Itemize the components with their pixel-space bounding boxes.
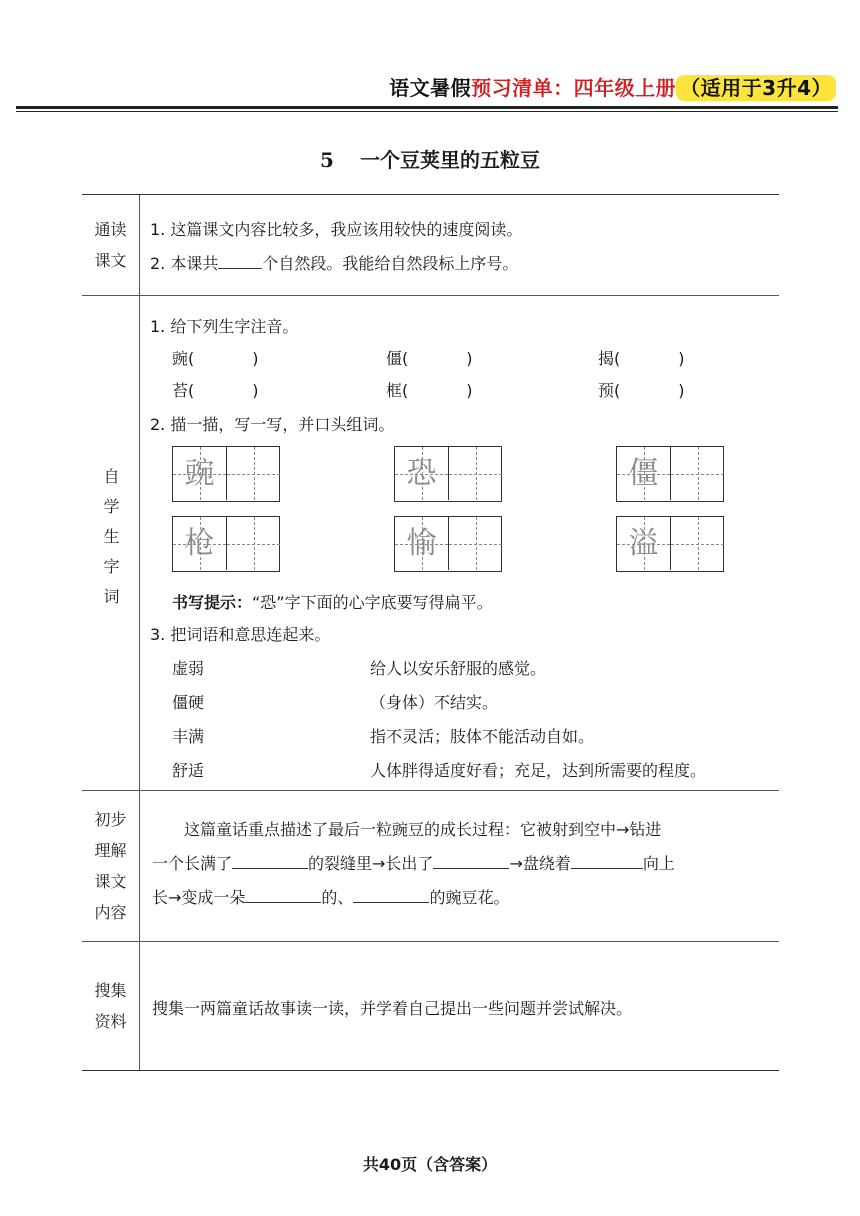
summary-blank[interactable]	[245, 886, 321, 903]
tracing-char: 枪	[184, 526, 215, 561]
writing-tip-text: “恐”字下面的心字底要写得扁平。	[252, 593, 493, 612]
pinyin-item[interactable]	[172, 346, 259, 369]
match-meaning[interactable]: （身体）不结实。	[370, 693, 499, 712]
paren-close: )	[252, 381, 259, 400]
tracing-grid[interactable]	[616, 446, 724, 502]
tracing-grid[interactable]	[616, 516, 724, 572]
summary-text: 向上	[642, 854, 675, 873]
pinyin-char: 预(	[598, 381, 621, 400]
tracing-char: 愉	[406, 526, 437, 561]
header-rule-thick	[16, 106, 838, 109]
summary-text: 的、	[321, 888, 354, 907]
read-item-2-a: 2. 本课共	[150, 254, 219, 273]
paren-close: )	[678, 349, 685, 368]
summary-blank[interactable]	[232, 852, 308, 869]
summary-line-2	[152, 851, 675, 874]
writing-tip	[172, 590, 493, 613]
tracing-char: 僵	[628, 456, 659, 491]
pinyin-char: 苔(	[172, 381, 195, 400]
pinyin-item[interactable]	[598, 346, 685, 369]
tracing-char: 溢	[628, 526, 659, 561]
label-line: 课文	[94, 251, 127, 270]
header-title-part2: 预习清单：四年级上册	[471, 76, 677, 100]
label-vertical: 自学生字词	[101, 468, 120, 618]
paragraph-count-blank[interactable]	[218, 252, 262, 269]
pinyin-char: 揭(	[598, 349, 621, 368]
label-line: 资料	[94, 1012, 127, 1031]
pinyin-item[interactable]	[598, 378, 685, 401]
pinyin-item[interactable]	[386, 378, 473, 401]
header-rule-thin	[16, 111, 838, 112]
paren-close: )	[466, 381, 473, 400]
match-meaning[interactable]: 给人以安乐舒服的感觉。	[370, 659, 547, 678]
match-word[interactable]: 僵硬	[172, 693, 205, 712]
row-read-text	[82, 194, 779, 296]
lesson-title	[0, 144, 860, 173]
label-line: 内容	[94, 903, 127, 922]
header-grade-tag: （适用于3升4）	[676, 75, 836, 101]
label-line: 搜集	[94, 981, 127, 1000]
pinyin-item[interactable]	[386, 346, 473, 369]
worksheet-table	[82, 194, 779, 1071]
page-header	[389, 72, 836, 101]
summary-text: 的豌豆花。	[429, 888, 510, 907]
header-title-part1: 语文暑假	[389, 76, 472, 100]
lesson-name: 一个豆荚里的五粒豆	[359, 148, 540, 172]
summary-line-3	[152, 885, 509, 908]
paren-close: )	[466, 349, 473, 368]
label-line: 通读	[94, 220, 127, 239]
summary-text: →盘绕着	[509, 854, 571, 873]
q1-heading: 1. 给下列生字注音。	[150, 317, 299, 336]
row-label-understanding	[82, 791, 140, 941]
tracing-char: 豌	[184, 456, 215, 491]
read-item-1: 1. 这篇课文内容比较多，我应该用较快的速度阅读。	[150, 220, 523, 239]
read-item-2	[150, 251, 518, 274]
match-word[interactable]: 舒适	[172, 761, 205, 780]
match-word[interactable]: 丰满	[172, 727, 205, 746]
tracing-grid[interactable]	[394, 516, 502, 572]
row-understanding	[82, 791, 779, 942]
summary-blank[interactable]	[571, 852, 643, 869]
row-label-collect	[82, 942, 140, 1070]
writing-tip-label: 书写提示：	[172, 593, 253, 612]
q3-heading: 3. 把词语和意思连起来。	[150, 625, 331, 644]
paren-close: )	[252, 349, 259, 368]
match-meaning[interactable]: 人体胖得适度好看；充足，达到所需要的程度。	[370, 761, 707, 780]
page-footer: 共40页（含答案）	[362, 1155, 498, 1174]
label-line: 理解	[94, 841, 127, 860]
row-label-self-study	[82, 296, 140, 790]
label-line: 初步	[94, 810, 127, 829]
read-item-2-b: 个自然段。我能给自然段标上序号。	[262, 254, 519, 273]
tracing-grid[interactable]	[394, 446, 502, 502]
row-collect	[82, 942, 779, 1071]
summary-text: 长→变成一朵	[152, 888, 246, 907]
row-label-read	[82, 195, 140, 295]
match-word[interactable]: 虚弱	[172, 659, 205, 678]
pinyin-item[interactable]	[172, 378, 259, 401]
tracing-grid[interactable]	[172, 446, 280, 502]
tracing-char: 恐	[406, 456, 437, 491]
summary-line-1: 这篇童话重点描述了最后一粒豌豆的成长过程：它被射到空中→钻进	[184, 820, 662, 839]
paren-close: )	[678, 381, 685, 400]
pinyin-char: 框(	[386, 381, 409, 400]
tracing-grid[interactable]	[172, 516, 280, 572]
row-self-study	[82, 296, 779, 791]
summary-text: 的裂缝里→长出了	[308, 854, 434, 873]
summary-blank[interactable]	[353, 886, 429, 903]
match-meaning[interactable]: 指不灵活；肢体不能活动自如。	[370, 727, 595, 746]
summary-text: 一个长满了	[152, 854, 233, 873]
pinyin-char: 僵(	[386, 349, 409, 368]
q2-heading: 2. 描一描，写一写，并口头组词。	[150, 415, 395, 434]
collect-text: 搜集一两篇童话故事读一读，并学着自己提出一些问题并尝试解决。	[152, 999, 633, 1018]
lesson-number: 5	[320, 148, 334, 172]
pinyin-char: 豌(	[172, 349, 195, 368]
summary-blank[interactable]	[433, 852, 509, 869]
label-line: 课文	[94, 872, 127, 891]
